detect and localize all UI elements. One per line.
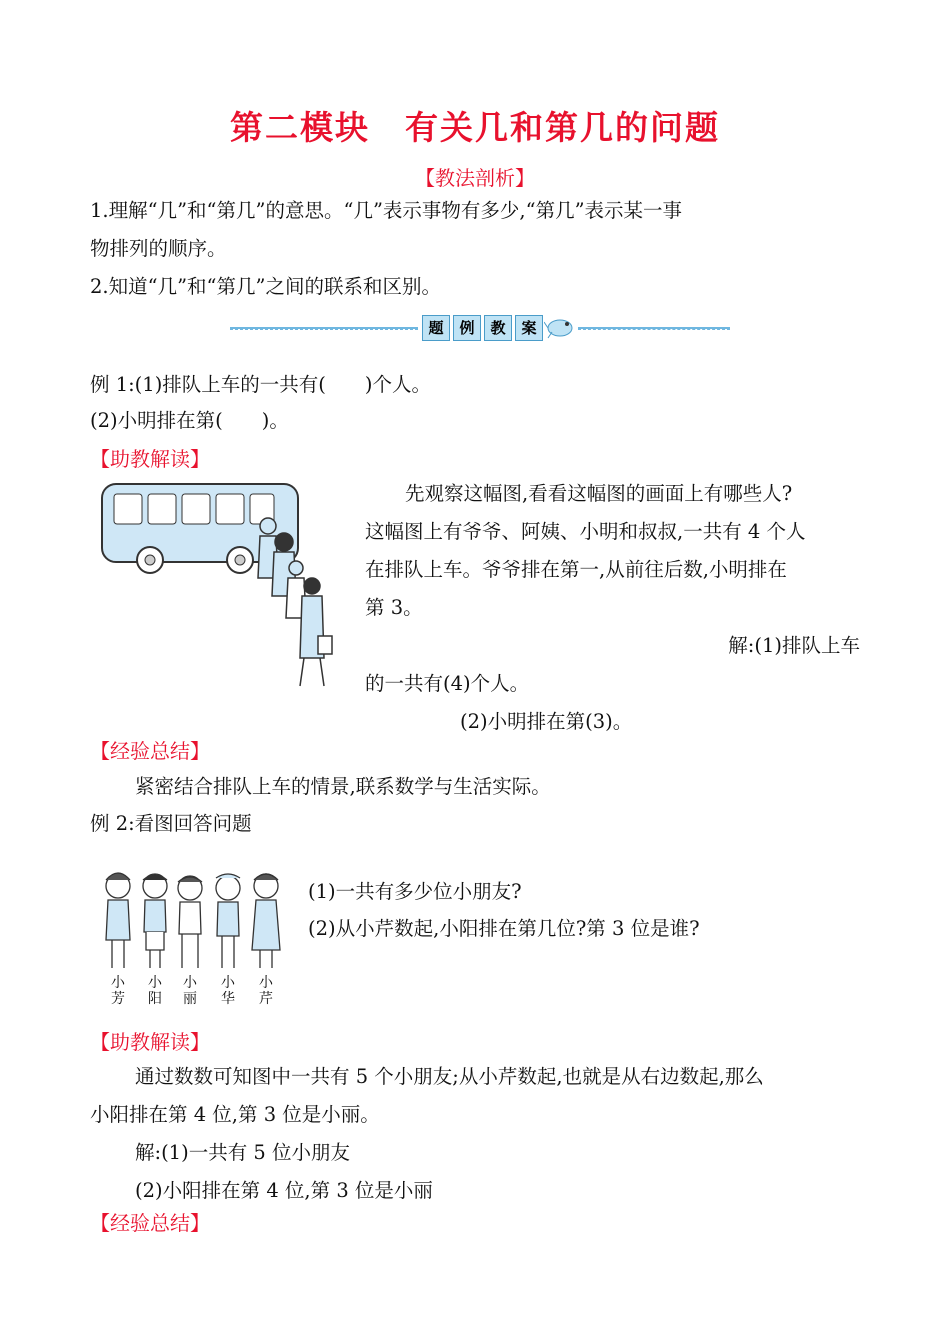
banner-char: 教	[484, 315, 512, 341]
teaching-points	[90, 192, 870, 306]
example1-explanation	[365, 475, 860, 741]
answer1-line1: 解:(1)排队上车	[728, 634, 860, 657]
child-name-xiaohua: 小 华	[221, 975, 235, 1007]
child-name-xiaoli: 小 丽	[183, 975, 197, 1007]
teaching-point-line: 物排列的顺序。	[90, 237, 227, 260]
explain-line: 在排队上车。爷爷排在第一,从前往后数,小明排在	[365, 558, 787, 581]
answer1-line2: 的一共有(4)个人。	[365, 672, 530, 695]
example2-explanation	[90, 1058, 880, 1210]
example2-sub2: (2)从小芹数起,小阳排在第几位?第 3 位是谁?	[308, 917, 700, 940]
banner-char: 题	[422, 315, 450, 341]
example2-answer2: (2)小阳排在第 4 位,第 3 位是小丽	[135, 1179, 433, 1202]
teaching-analysis-header: 【教法剖析】	[415, 166, 535, 190]
tutor-header-2: 【助教解读】	[90, 1030, 210, 1054]
bird-icon	[544, 312, 576, 340]
explain-line: 这幅图上有爷爷、阿姨、小明和叔叔,一共有 4 个人	[365, 520, 806, 543]
example2-sub1: (1)一共有多少位小朋友?	[308, 880, 522, 903]
banner-right-line	[578, 327, 730, 330]
banner-char: 例	[453, 315, 481, 341]
teaching-point-line: 1.理解“几”和“第几”的意思。“几”表示事物有多少,“第几”表示某一事	[90, 199, 683, 222]
teaching-point-line: 2.知道“几”和“第几”之间的联系和区别。	[90, 275, 441, 298]
example2-question: 例 2:看图回答问题	[90, 812, 252, 835]
child-name-xiaoyang: 小 阳	[148, 975, 162, 1007]
banner-left-line	[230, 327, 418, 330]
banner-char: 案	[515, 315, 543, 341]
example2-answer1: 解:(1)一共有 5 位小朋友	[135, 1141, 350, 1164]
summary-header: 【经验总结】	[90, 739, 210, 763]
explain-line: 先观察这幅图,看看这幅图的画面上有哪些人?	[405, 482, 793, 505]
explain2-line: 通过数数可知图中一共有 5 个小朋友;从小芹数起,也就是从右边数起,那么	[135, 1065, 764, 1088]
summary-text: 紧密结合排队上车的情景,联系数学与生活实际。	[135, 775, 551, 798]
child-name-xiaofang: 小 芳	[111, 975, 125, 1007]
child-name-xiaoqin: 小 芹	[259, 975, 273, 1007]
answer2-line: (2)小明排在第(3)。	[460, 710, 633, 733]
bus-queue-illustration	[100, 478, 335, 693]
page-title: 第二模块 有关几和第几的问题	[230, 108, 720, 147]
summary-header-2: 【经验总结】	[90, 1211, 210, 1235]
tutor-header: 【助教解读】	[90, 447, 210, 471]
example1-question2: (2)小明排在第( )。	[90, 409, 289, 432]
children-illustration	[100, 870, 285, 975]
explain-line: 第 3。	[365, 596, 423, 619]
explain2-line: 小阳排在第 4 位,第 3 位是小丽。	[90, 1103, 380, 1126]
example1-question1: 例 1:(1)排队上车的一共有( )个人。	[90, 373, 432, 396]
example-banner	[422, 315, 546, 341]
